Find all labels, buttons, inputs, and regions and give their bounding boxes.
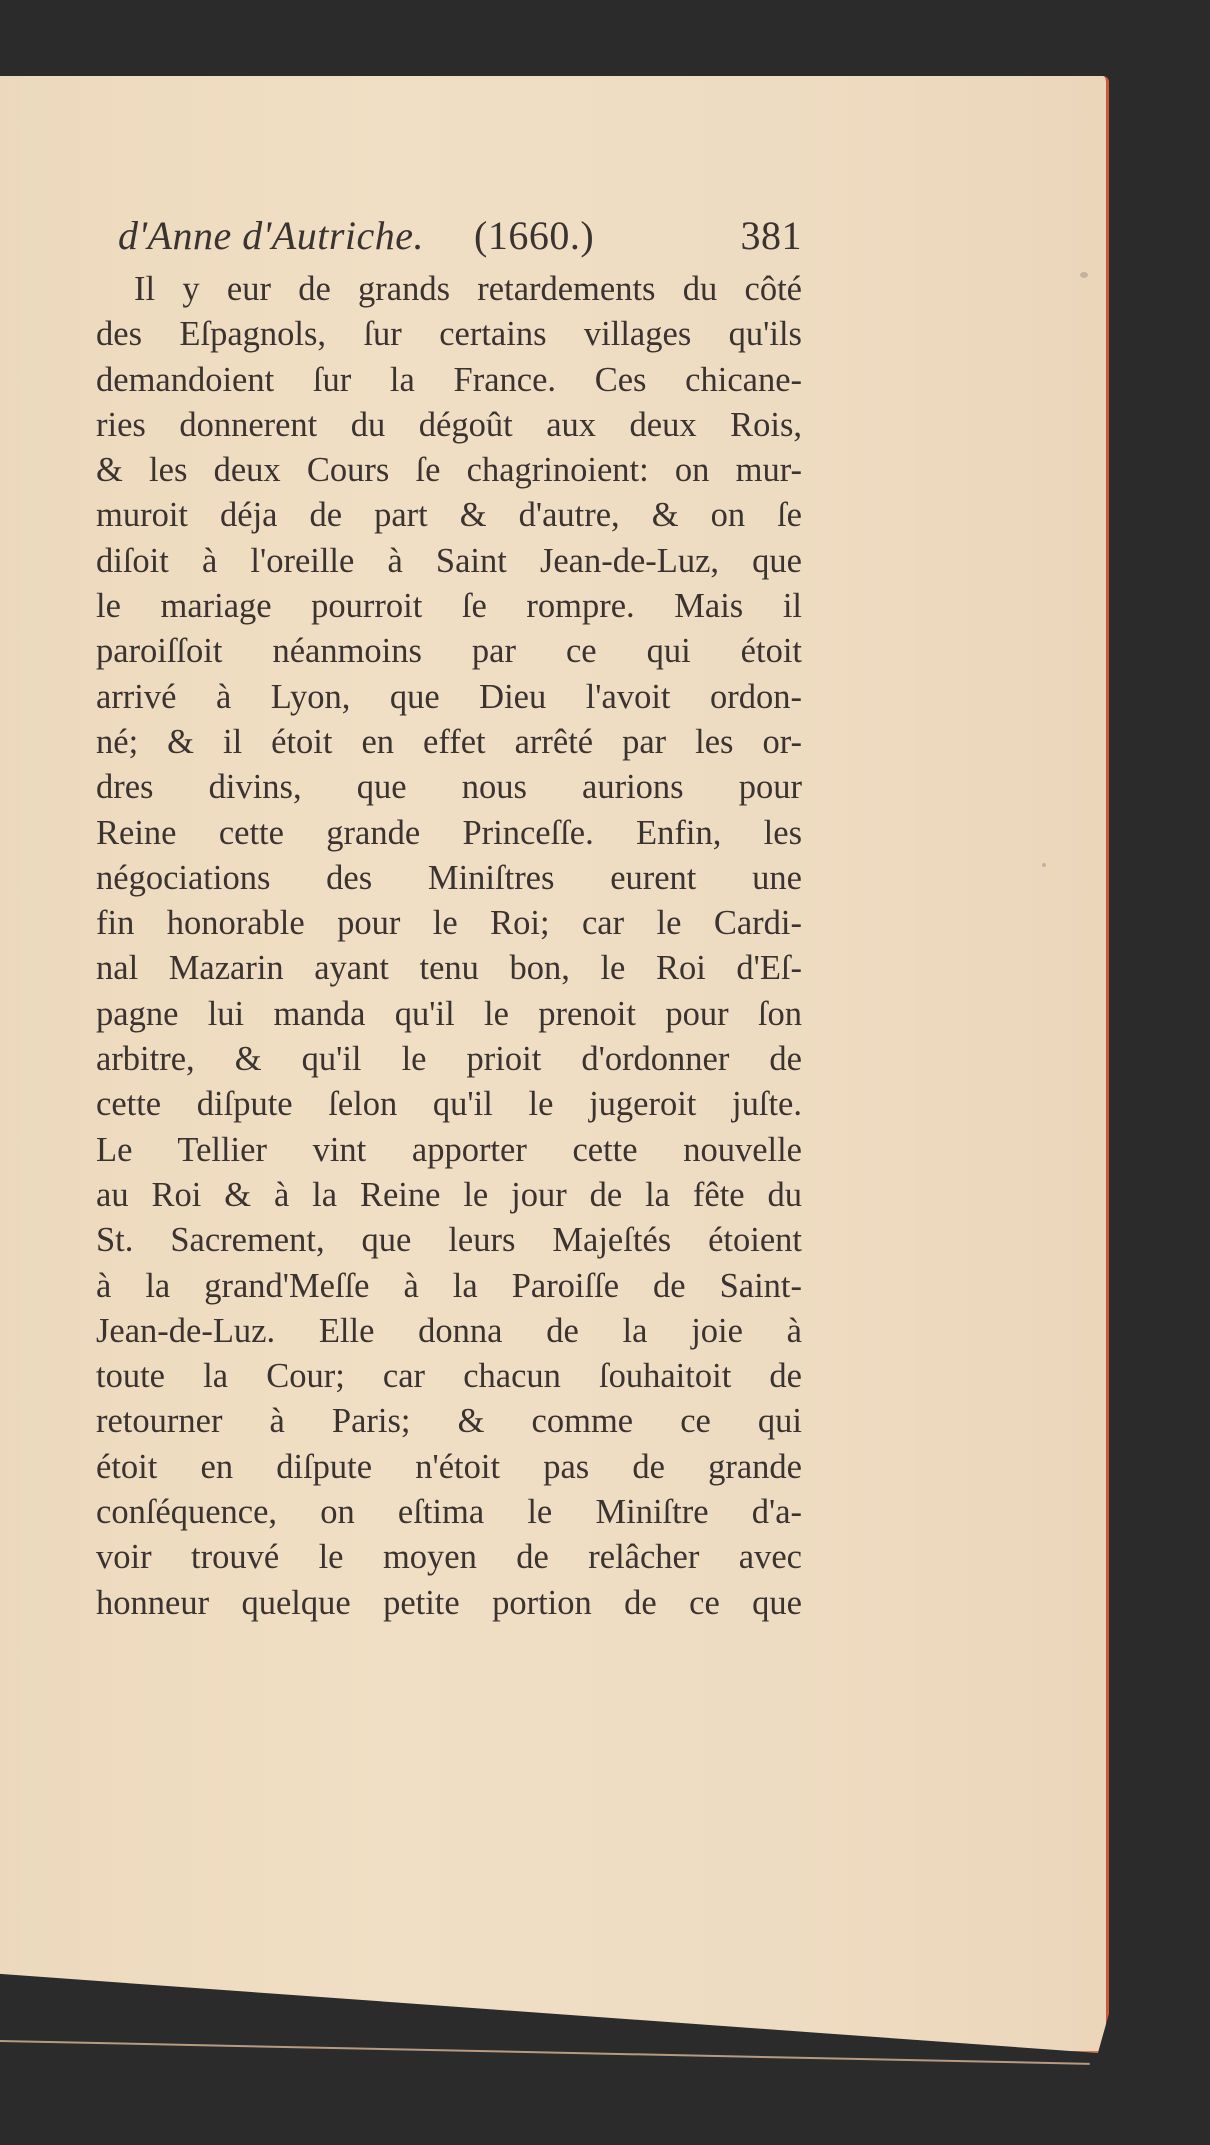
text-line: Reine cette grande Princeſſe. Enfin, les [96,813,802,852]
text-line: arrivé à Lyon, que Dieu l'avoit ordon- [96,677,802,716]
text-line: conſéquence, on eſtima le Miniſtre d'a- [96,1493,802,1532]
text-line: toute la Cour; car chacun ſouhaitoit de [96,1357,802,1396]
text-line: voir trouvé le moyen de relâcher avec [96,1538,802,1577]
page-number: 381 [740,213,802,258]
ink-speck [1042,863,1046,867]
text-line: né; & il étoit en effet arrêté par les or- [96,722,802,761]
text-line: & les deux Cours ſe chagrinoient: on mur- [96,451,802,490]
running-head [96,205,802,267]
text-line: le mariage pourroit ſe rompre. Mais il [96,587,802,626]
text-line: des Eſpagnols, ſur certains villages qu'ils [96,315,802,354]
text-line: à la grand'Meſſe à la Paroiſſe de Saint- [96,1266,802,1305]
text-line: négociations des Miniſtres eurent une [96,858,802,897]
text-line: Le Tellier vint apporter cette nouvelle [96,1130,802,1169]
text-line: au Roi & à la Reine le jour de la fête du [96,1175,802,1214]
text-line: demandoient ſur la France. Ces chicane- [96,360,802,399]
running-head-title: d'Anne d'Autriche. [118,213,425,258]
text-line: fin honorable pour le Roi; car le Cardi- [96,904,802,943]
ink-speck [1080,272,1088,278]
page-edge-fold [0,2040,1090,2065]
text-line: dres divins, que nous aurions pour [96,768,802,807]
text-line: muroit déja de part & d'autre, & on ſe [96,496,802,535]
text-line: cette diſpute ſelon qu'il le jugeroit juſte. [96,1085,802,1124]
text-line: ries donnerent du dégoût aux deux Rois, [96,405,802,444]
text-line: arbitre, & qu'il le prioit d'ordonner de [96,1040,802,1079]
text-line: pagne lui manda qu'il le prenoit pour ſon [96,994,802,1033]
paragraph [96,267,802,1626]
text-line: Jean-de-Luz. Elle donna de la joie à [96,1311,802,1350]
text-line: étoit en diſpute n'étoit pas de grande [96,1447,802,1486]
text-line: Il y eur de grands retardements du côté [134,270,802,308]
text-line: St. Sacrement, que leurs Majeſtés étoient [96,1221,802,1260]
text-line: retourner à Paris; & comme ce qui [96,1402,802,1441]
running-head-year: (1660.) [474,213,595,258]
text-line: honneur quelque petite portion de ce que [96,1583,802,1622]
text-line: paroiſſoit néanmoins par ce qui étoit [96,632,802,671]
text-line: diſoit à l'oreille à Saint Jean-de-Luz, que [96,541,802,580]
text-block [96,205,802,1626]
text-line: nal Mazarin ayant tenu bon, le Roi d'Eſ- [96,949,802,988]
